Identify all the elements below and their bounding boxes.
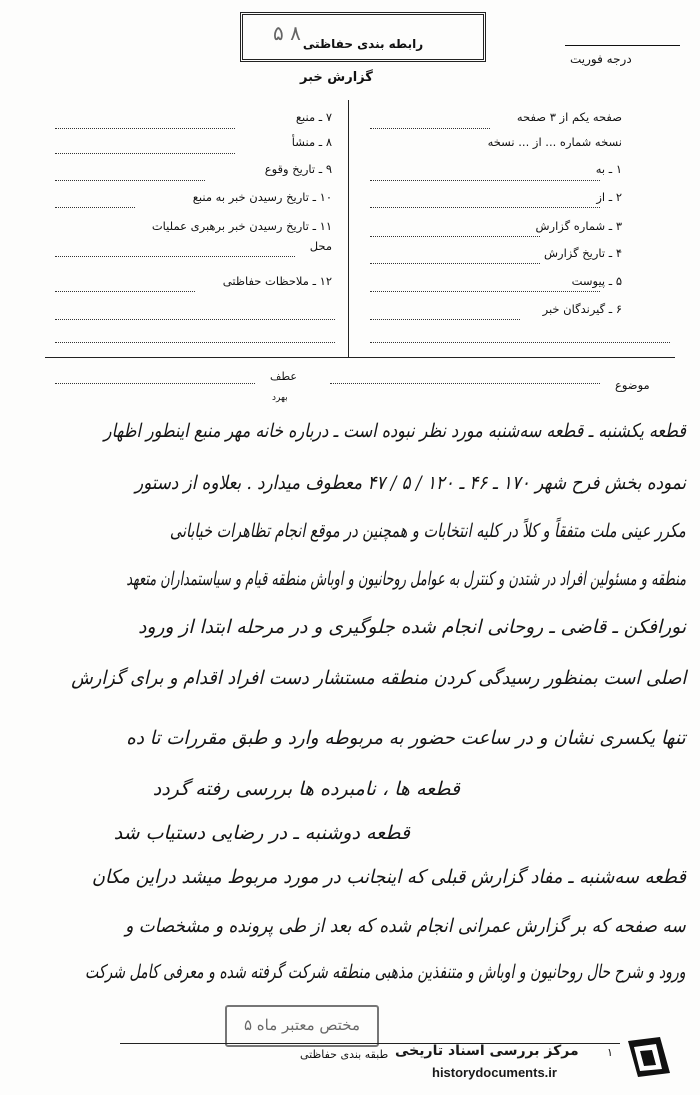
- dotted-line: [55, 207, 135, 208]
- handwriting-line: قطعه ها ، نامبرده ها بررسی رفته گردد: [152, 778, 460, 800]
- priority-line: [565, 45, 680, 46]
- field-to: ۱ ـ به: [595, 162, 622, 176]
- dotted-line: [370, 236, 540, 237]
- field-copy-number: نسخه شماره ... از ... نسخه: [487, 135, 622, 149]
- subject-label: موضوع: [615, 378, 650, 392]
- field-location: محل: [309, 239, 332, 253]
- field-recipients: ۶ ـ گیرندگان خبر: [542, 302, 622, 316]
- section-divider: [45, 357, 675, 358]
- dotted-line: [370, 207, 600, 208]
- handwriting-line: نورافکن ـ قاضی ـ روحانی انجام شده جلوگیری و در مرحله ابتدا از ورود: [138, 616, 686, 638]
- field-origin: ۸ ـ منشأ: [291, 135, 332, 149]
- field-security-notes: ۱۲ ـ ملاحظات حفاظتی: [222, 274, 332, 288]
- field-date-to-operations: ۱۱ ـ تاریخ رسیدن خبر برهبری عملیات: [151, 219, 332, 233]
- archive-stamp: [225, 1005, 379, 1047]
- archive-logo-icon: [598, 1033, 688, 1081]
- dotted-line: [370, 180, 600, 181]
- dotted-line: [370, 319, 520, 320]
- classification-stamp: [240, 12, 486, 62]
- field-date-to-source: ۱۰ ـ تاریخ رسیدن خبر به منبع: [192, 190, 332, 204]
- handwriting-line: منطقه و مسئولین افراد در شتدن و کنترل به عوامل روحانیون و اوباش منطقه قیام و سیاستمداران متعهد: [126, 568, 686, 590]
- handwriting-line: اصلی است بمنظور رسیدگی کردن منطقه مستشار دست افراد اقدام و برای گزارش: [70, 667, 686, 689]
- footer-classification: طبقه بندی حفاظتی: [300, 1048, 389, 1061]
- priority-label: درجه فوریت: [570, 52, 632, 66]
- handwriting-line: سه صفحه که بر گزارش عمرانی انجام شده که بعد از طی پرونده و مشخصات و: [125, 915, 686, 937]
- field-from: ۲ ـ از: [596, 190, 622, 204]
- field-report-date: ۴ ـ تاریخ گزارش: [543, 246, 622, 260]
- field-report-number: ۳ ـ شماره گزارش: [535, 219, 622, 233]
- reference-sublabel: بهرد: [272, 393, 288, 403]
- reference-label: عطف: [270, 370, 297, 383]
- handwriting-line: ورود و شرح حال روحانیون و اوباش و متنفذین مذهبی منطقه شرکت گرفته شده و معرفی کامل شرکت: [85, 961, 686, 983]
- field-page-count: صفحه یکم از ۳ صفحه: [516, 110, 622, 124]
- handwriting-line: قطعه دوشنبه ـ در رضایی دستیاب شد: [113, 822, 410, 844]
- dotted-line: [55, 128, 235, 129]
- dotted-line: [370, 128, 490, 129]
- field-attachment: ۵ ـ پیوست: [571, 274, 622, 288]
- dotted-line: [370, 263, 540, 264]
- dotted-line: [55, 291, 195, 292]
- stamp-scrawl: ۵ ۸: [273, 21, 301, 45]
- watermark-url[interactable]: historydocuments.ir: [432, 1065, 557, 1080]
- watermark-org: مرکز بررسی اسناد تاریخی: [395, 1043, 579, 1059]
- dotted-line: [370, 291, 600, 292]
- dotted-line: [55, 256, 295, 257]
- report-title: گزارش خبر: [300, 70, 373, 85]
- handwriting-line: قطعه یکشنبه ـ قطعه سه‌شنبه مورد نظر نبوده است ـ درباره خانه مهر منبع اینطور اظهار: [103, 420, 686, 442]
- handwriting-line: نموده بخش فرح شهر ۱۷۰ ـ ۴۶ ـ ۱۲۰ / ۵ / ۴۷ معطوف میدارد . بعلاوه از دستور: [135, 472, 686, 494]
- dotted-line: [55, 153, 235, 154]
- dotted-line: [330, 383, 600, 384]
- footer-page-number: ۱: [607, 1046, 613, 1059]
- stamp-classification-text: رابطه بندی حفاظتی: [302, 37, 424, 51]
- field-source: ۷ ـ منبع: [295, 110, 332, 124]
- handwriting-line: مکرر عینی ملت متفقاً و کلاً در کلیه انتخابات و همچنین در موقع انجام تظاهرات خیابانی: [170, 520, 686, 542]
- dotted-line: [55, 319, 335, 320]
- dotted-line: [55, 180, 205, 181]
- handwriting-line: تنها یکسری نشان و در ساعت حضور به مربوطه وارد و طبق مقررات تا ده: [126, 727, 686, 749]
- archive-stamp-text: مختص معتبر ماه ۵: [243, 1016, 361, 1034]
- column-divider: [348, 100, 349, 358]
- dotted-line: [370, 342, 670, 343]
- handwriting-line: قطعه سه‌شنبه ـ مفاد گزارش قبلی که اینجانب در مورد مربوط میشد دراین مکان: [91, 866, 686, 888]
- field-event-date: ۹ ـ تاریخ وقوع: [264, 162, 332, 176]
- dotted-line: [55, 383, 255, 384]
- dotted-line: [55, 342, 335, 343]
